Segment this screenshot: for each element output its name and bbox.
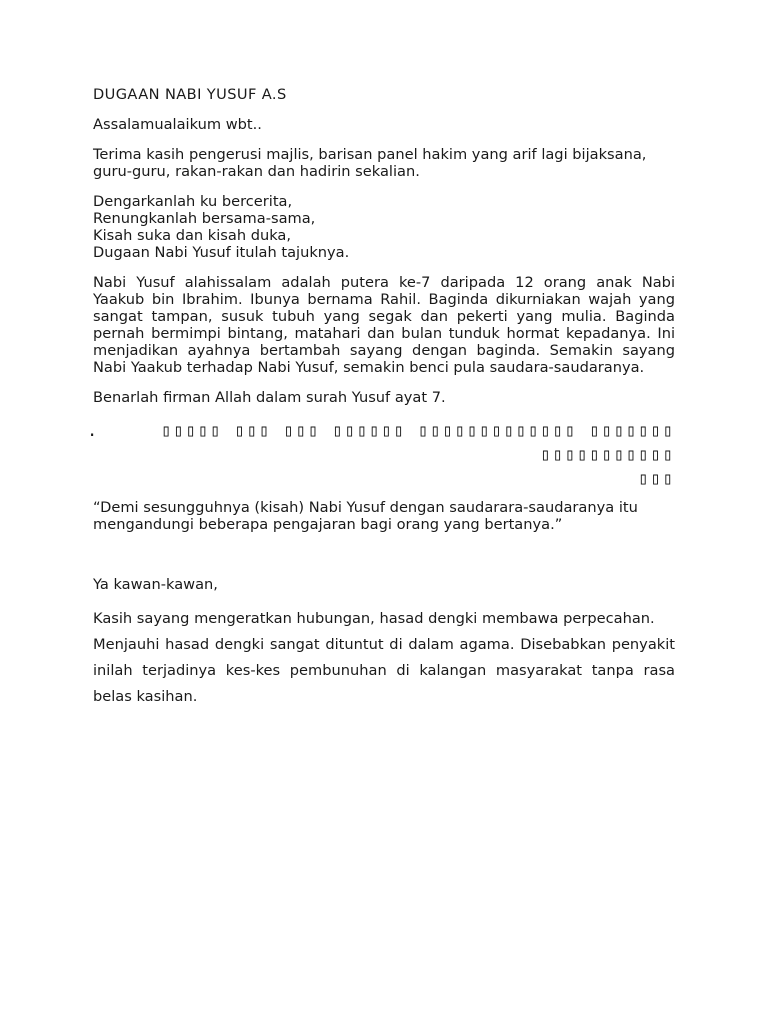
arabic-lead-mark: .: [87, 421, 98, 441]
poem-line: Renungkanlah bersama-sama,: [93, 210, 316, 227]
hasad-paragraph: Kasih sayang mengeratkan hubungan, hasad dengki membawa perpecahan.: [93, 610, 655, 627]
translation-paragraph: “Demi sesungguhnya (kisah) Nabi Yusuf dengan saudarara-saudaranya itu mengandungi beberapa pengajaran bagi orang yang bertanya.”: [93, 499, 638, 533]
thanks-paragraph: Terima kasih pengerusi majlis, barisan panel hakim yang arif lagi bijaksana, guru-guru, rakan-rakan dan hadirin sekalian.: [93, 146, 647, 180]
arabic-verse-line: ▯▯▯: [638, 469, 675, 489]
verse-intro-text: Benarlah firman Allah dalam surah Yusuf ayat 7.: [93, 389, 446, 406]
greeting-text: Assalamualaikum wbt..: [93, 116, 262, 133]
hasad-consequence-paragraph: Menjauhi hasad dengki sangat dituntut di dalam agama. Disebabkan penyakit inilah terjadinya kes-kes pembunuhan di kalangan masyarakat tanpa rasa belas kasihan.: [93, 636, 675, 705]
arabic-verse: [87, 419, 675, 491]
address-text: Ya kawan-kawan,: [93, 576, 218, 593]
arabic-verse-line: ▯▯▯▯▯ ▯▯▯ ▯▯▯ ▯▯▯▯▯▯ ▯▯▯▯▯▯▯▯▯▯▯▯▯ ▯▯▯▯▯▯▯ ▯▯▯▯▯▯▯▯▯▯▯: [161, 421, 675, 465]
poem-line: Dengarkanlah ku bercerita,: [93, 193, 293, 210]
document-title: DUGAAN NABI YUSUF A.S: [93, 86, 287, 103]
poem-stanza: [93, 193, 675, 261]
poem-line: Kisah suka dan kisah duka,: [93, 227, 292, 244]
poem-line: Dugaan Nabi Yusuf itulah tajuknya.: [93, 244, 350, 261]
blank-line: [93, 546, 675, 576]
story-paragraph: Nabi Yusuf alahissalam adalah putera ke-7 daripada 12 orang anak Nabi Yaakub bin Ibrahim. Ibunya bernama Rahil. Baginda dikurniakan wajah yang sangat tampan, susuk tubuh yang segak dan pekerti yang mulia. Baginda pernah bermimpi bintang, matahari dan bulan tunduk hormat kepadanya. Ini menjadikan ayahnya bertambah sayang dengan baginda. Semakin sayang Nabi Yaakub terhadap Nabi Yusuf, semakin benci pula saudara-saudaranya.: [93, 274, 675, 376]
document-page: [87, 86, 675, 710]
